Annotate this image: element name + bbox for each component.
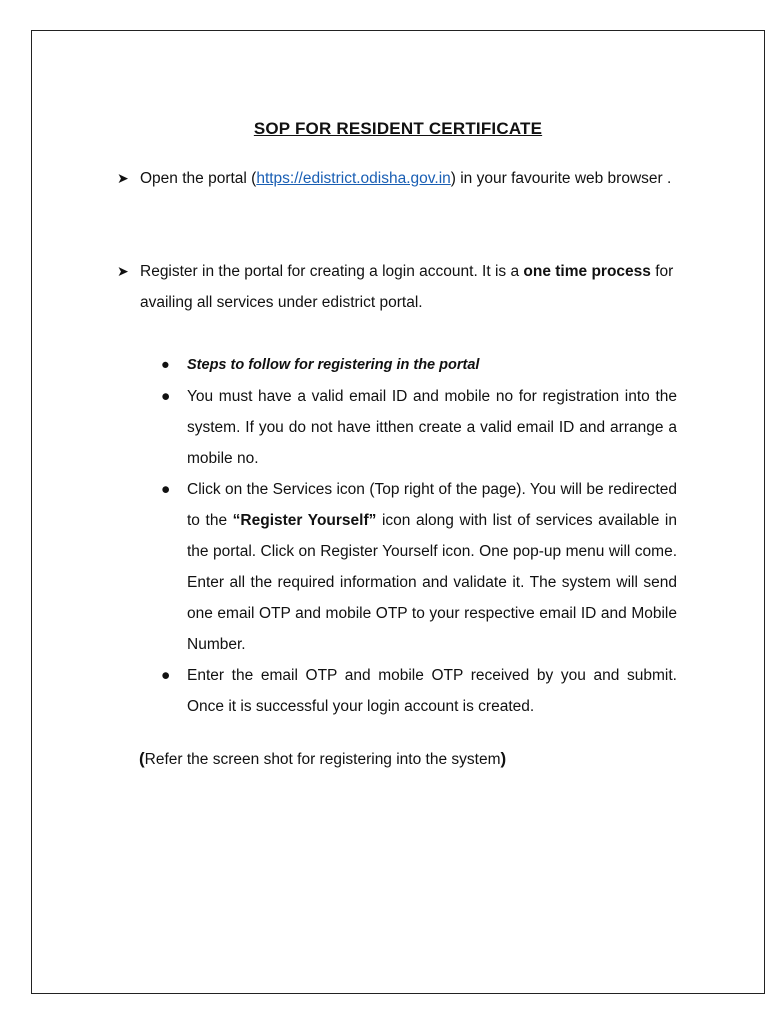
bullet-text: You must have a valid email ID and mobile no for registration into the system. If you do not have itthen create a valid email ID and arrange a mobile no. — [187, 388, 677, 467]
arrow-bullet-icon: ➤ — [117, 170, 129, 186]
registration-steps-list — [157, 352, 677, 722]
register-yourself-label: “Register Yourself” — [232, 512, 377, 529]
portal-link[interactable]: https://edistrict.odisha.gov.in — [256, 170, 451, 187]
arrow-bullet-icon: ➤ — [117, 263, 129, 279]
step2-bold: one time process — [523, 263, 651, 280]
bullet-text: Enter the email OTP and mobile OTP received by you and submit. Once it is successful your login account is created. — [187, 667, 677, 715]
step-open-portal — [117, 163, 677, 194]
bullet-text-pre: Click on the Services icon (Top right of the page). You will be redirected to the — [187, 481, 677, 529]
step2-text-post: for availing all services under edistrict portal. — [140, 263, 674, 311]
step1-text-post: ) in your favourite web browser . — [450, 170, 672, 187]
dot-bullet-icon: ● — [161, 357, 170, 373]
list-item — [157, 474, 677, 660]
dot-bullet-icon: ● — [161, 388, 171, 405]
list-item — [157, 660, 677, 722]
list-item — [157, 352, 677, 379]
dot-bullet-icon: ● — [161, 481, 171, 498]
steps-heading: Steps to follow for registering in the portal — [187, 357, 480, 373]
bullet-text-post: icon along with list of services available in the portal. Click on Register Yourself icon. One pop-up menu will come. Enter all the required information and validate it. The system will send one email OTP and mobile OTP to your respective email ID and Mobile Number. — [187, 512, 677, 653]
note-close-paren: ) — [500, 749, 507, 768]
note-text: Refer the screen shot for registering into the system — [144, 751, 501, 768]
list-item — [157, 381, 677, 474]
step-register — [117, 256, 677, 318]
dot-bullet-icon: ● — [161, 667, 171, 684]
step2-text-pre: Register in the portal for creating a login account. It is a — [140, 263, 524, 280]
screenshot-note — [139, 749, 506, 769]
document-page — [31, 30, 765, 994]
document-title: SOP FOR RESIDENT CERTIFICATE — [253, 119, 543, 138]
step1-text-pre: Open the portal ( — [140, 170, 257, 187]
note-open-paren: ( — [139, 749, 145, 768]
